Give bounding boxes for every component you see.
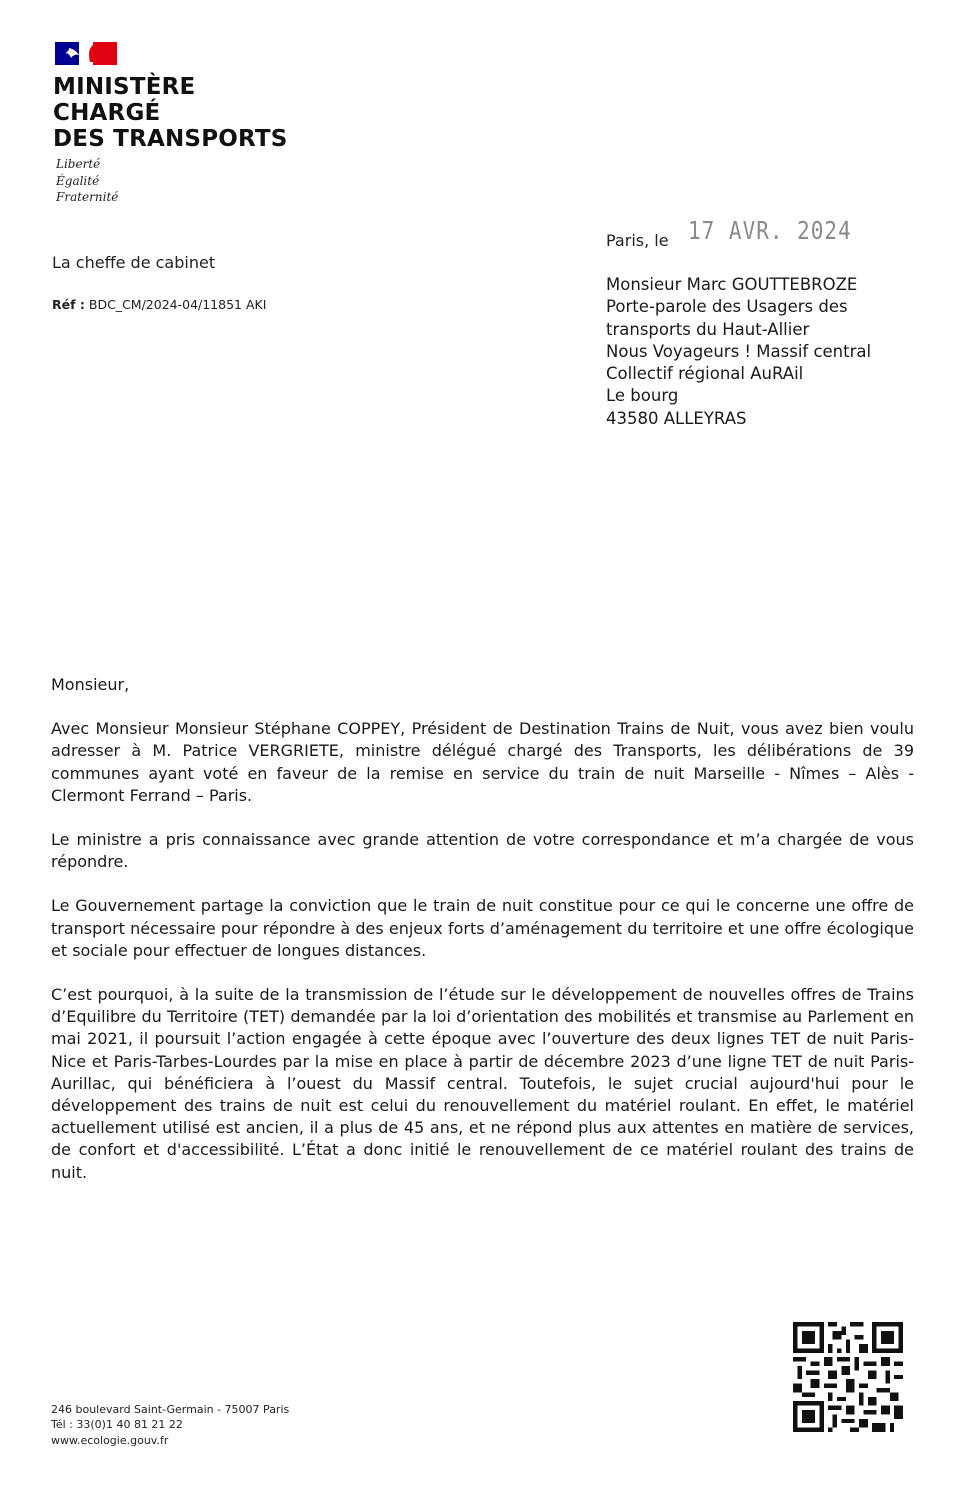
motto-liberte: Liberté — [56, 157, 101, 171]
reference-line — [52, 297, 266, 312]
republic-flag-logo — [55, 42, 117, 65]
footer-contact — [51, 1402, 289, 1448]
reference-label: Réf : — [52, 297, 85, 312]
footer-phone: Tél : 33(0)1 40 81 21 22 — [51, 1418, 183, 1432]
date-prefix: Paris, le — [606, 231, 669, 250]
republic-motto — [56, 156, 118, 206]
sender-title: La cheffe de cabinet — [52, 253, 216, 272]
footer-address: 246 boulevard Saint-Germain - 75007 Paris — [51, 1403, 290, 1416]
motto-fraternite: Fraternité — [56, 190, 119, 204]
date-stamp: 17 AVR. 2024 — [688, 216, 852, 245]
qr-code-icon — [793, 1322, 903, 1432]
recipient-line: Le bourg — [606, 386, 679, 406]
letter-body — [51, 674, 914, 1206]
recipient-address — [606, 274, 871, 430]
paragraph-3: Le Gouvernement partage la conviction que le train de nuit constitue pour ce qui le concerne une offre de transport nécessaire pour répondre à des enjeux forts d’aménagement du territoire et une offre écologique et sociale pour effectuer de longues distances. — [51, 896, 914, 960]
ministry-line-1: MINISTÈRE — [53, 74, 196, 100]
paragraph-4: C’est pourquoi, à la suite de la transmission de l’étude sur le développement de nouvelles offres de Trains d’Equilibre du Territoire (TET) demandée par la loi d’orientation des mobilités et transmise au Parlement en mai 2021, il poursuit l’action engagée à cette époque avec l’ouverture des deux lignes TET de nuit Paris-Nice et Paris-Tarbes-Lourdes par la mise en place à partir de décembre 2023 d’une ligne TET de nuit Paris-Aurillac, qui bénéficiera à l’ouest du Massif central. Toutefois, le sujet crucial aujourd'hui pour le développement des trains de nuit est celui du renouvellement du matériel roulant. En effet, le matériel actuellement utilisé est ancien, il a plus de 45 ans, et ne répond plus aux attentes en matière de services, de confort et d'accessibilité. L’État a donc initié le renouvellement de ce matériel roulant des trains de nuit. — [51, 985, 914, 1182]
recipient-line: Nous Voyageurs ! Massif central — [606, 341, 872, 361]
recipient-line: Collectif régional AuRAil — [606, 364, 804, 384]
ministry-name — [53, 74, 288, 152]
salutation: Monsieur, — [51, 675, 130, 694]
ministry-line-3: DES TRANSPORTS — [53, 126, 288, 152]
paragraph-2: Le ministre a pris connaissance avec grande attention de votre correspondance et m’a chargée de vous répondre. — [51, 830, 914, 872]
recipient-line: 43580 ALLEYRAS — [606, 408, 747, 428]
reference-value: BDC_CM/2024-04/11851 AKI — [88, 297, 267, 312]
footer-website: www.ecologie.gouv.fr — [51, 1433, 169, 1447]
ministry-line-2: CHARGÉ — [53, 100, 161, 126]
motto-egalite: Égalité — [56, 173, 100, 188]
recipient-line: Porte-parole des Usagers des — [606, 297, 848, 317]
recipient-line: Monsieur Marc GOUTTEBROZE — [606, 275, 858, 294]
recipient-line: transports du Haut-Allier — [606, 319, 810, 339]
paragraph-1: Avec Monsieur Monsieur Stéphane COPPEY, Président de Destination Trains de Nuit, vous avez bien voulu adresser à M. Patrice VERGRIETE, ministre délégué chargé des Transports, les délibérations de 39 communes ayant voté en faveur de la remise en service du train de nuit Marseille - Nîmes – Alès - Clermont Ferrand – Paris. — [51, 719, 914, 805]
